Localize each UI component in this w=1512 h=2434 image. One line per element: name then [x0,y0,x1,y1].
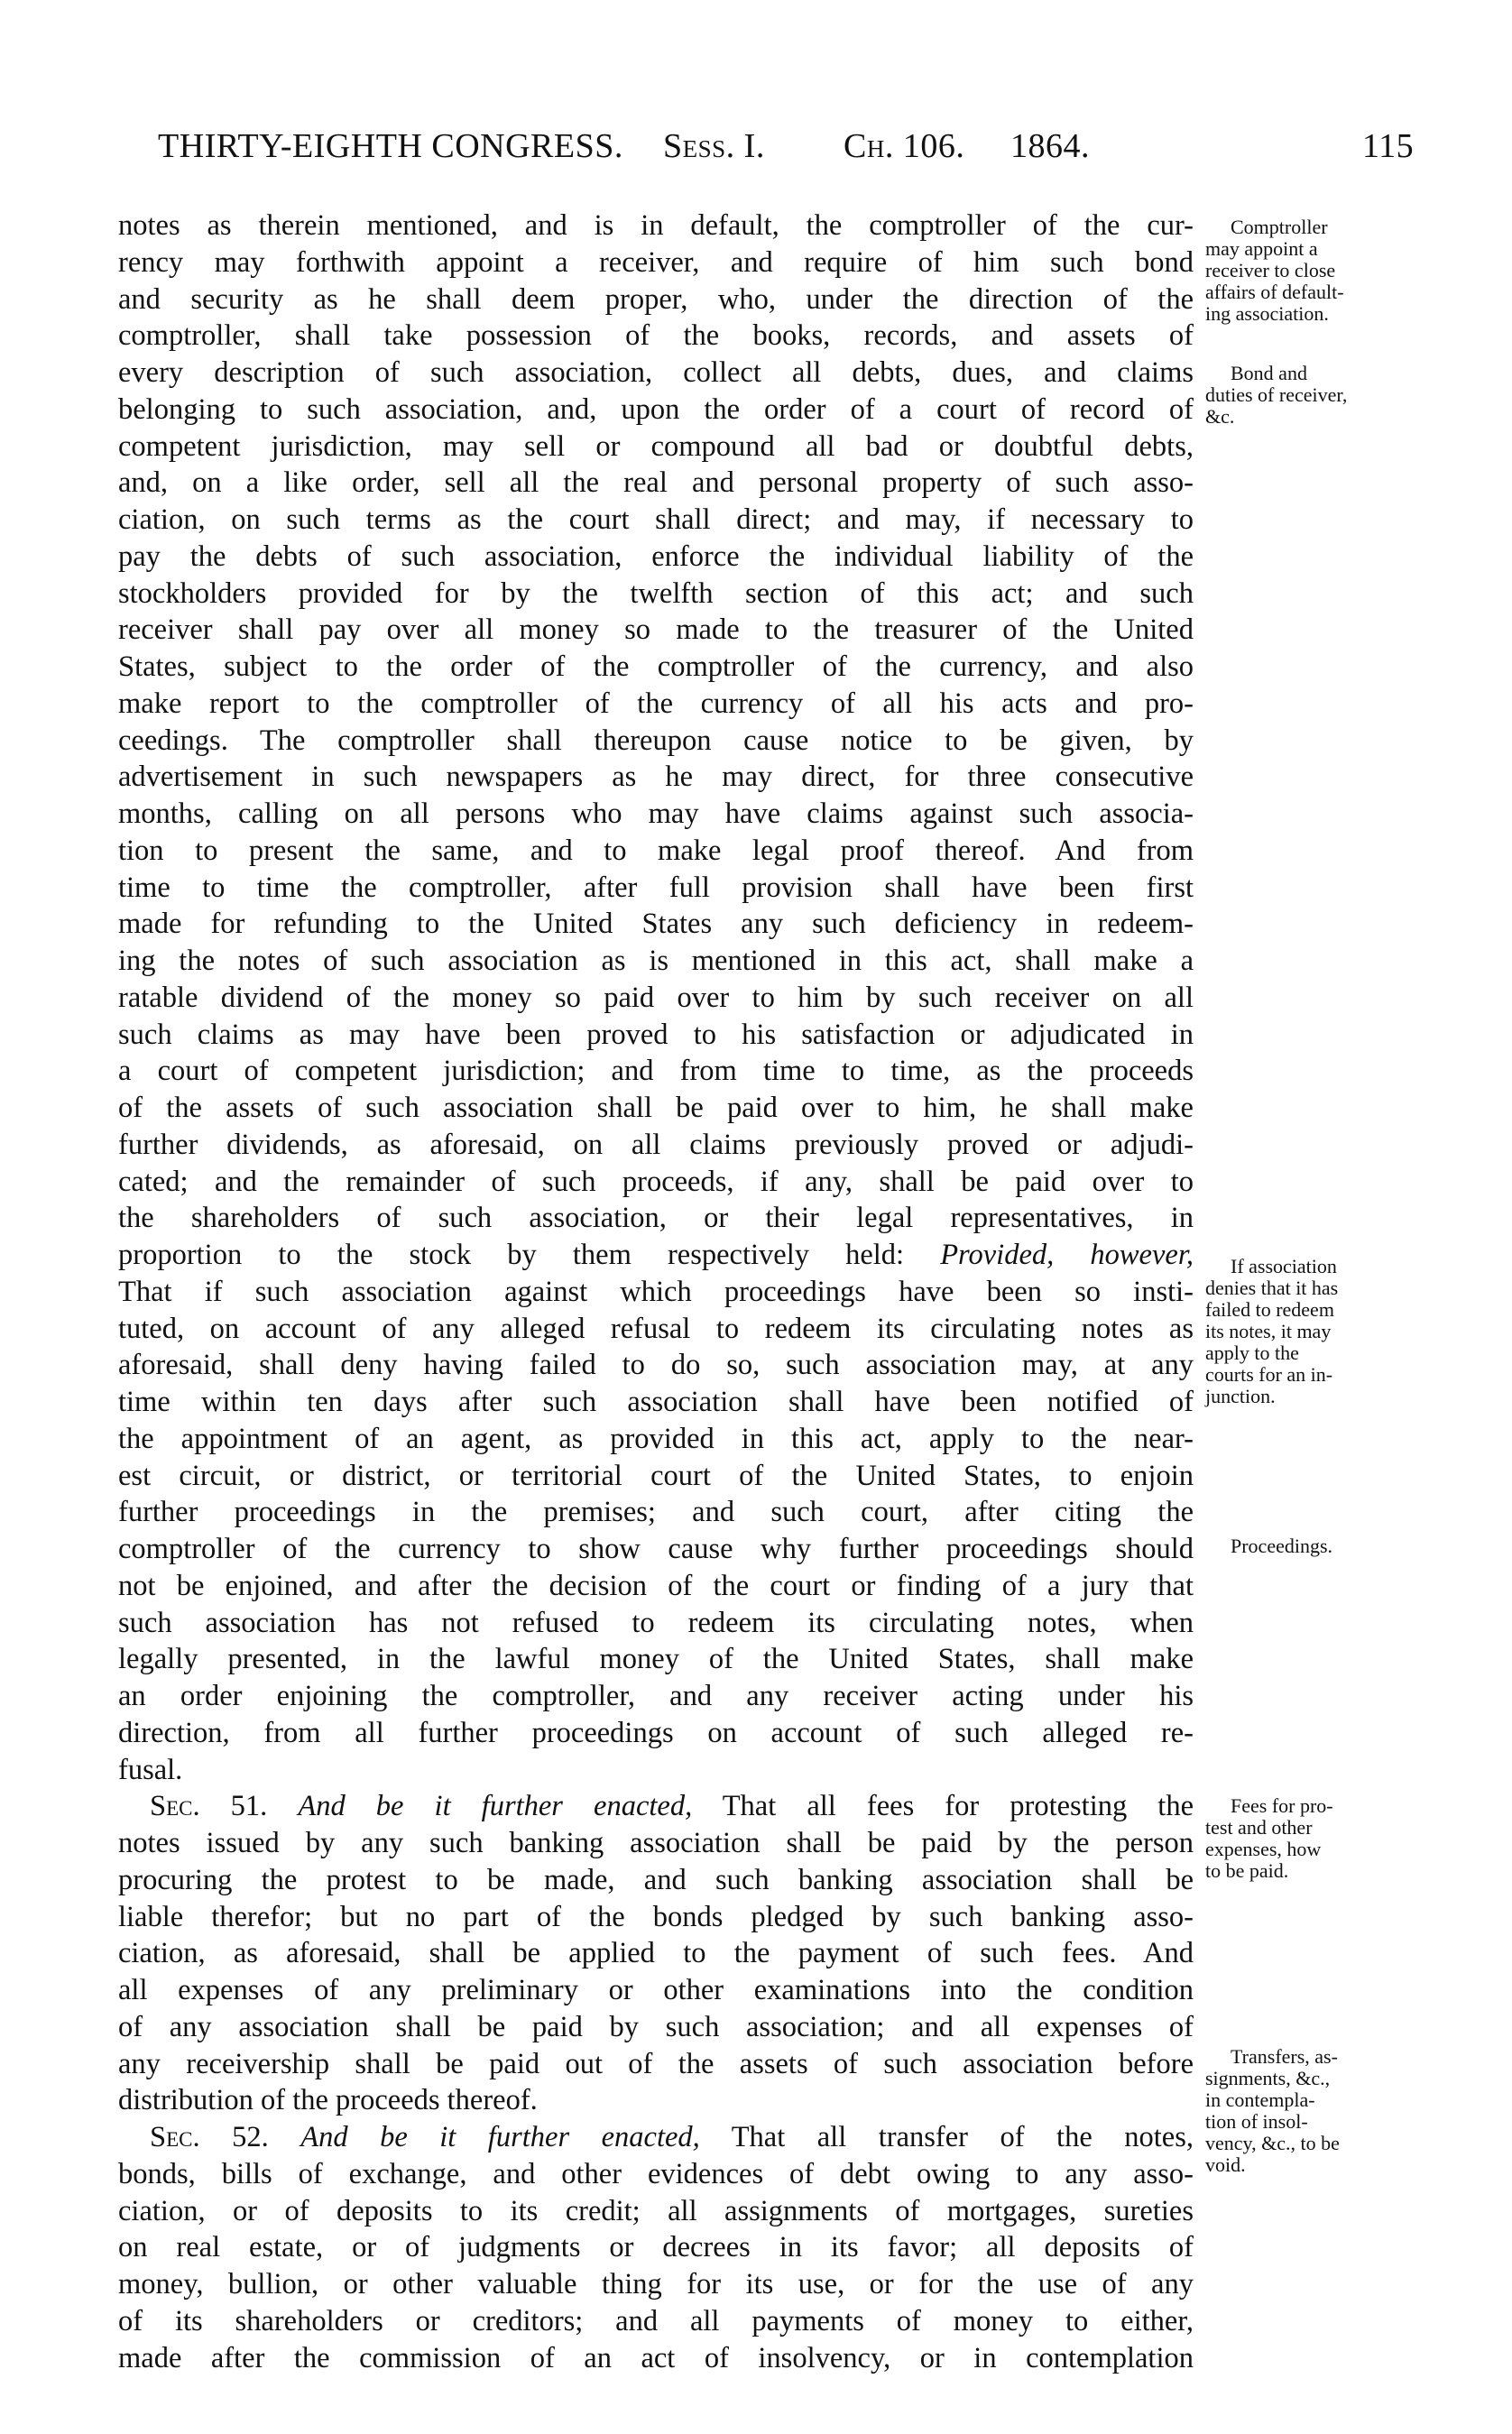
text-line: tuted, on account of any alleged refusal to redeem its circulating notes as [118,1312,1194,1345]
text-line: notes issued by any such banking association shall be paid by the person [118,1827,1194,1859]
text-line [118,1788,1194,1825]
text-line [118,1237,1194,1274]
margin-note-line: failed to redeem [1205,1298,1334,1321]
text-segment: proportion to the stock by them respectively held: [118,1239,941,1271]
page-number: 115 [1362,127,1415,165]
text-line: That if such association against which proceedings have been so insti- [118,1275,1194,1308]
margin-note-line: tion of insol- [1205,2110,1308,2133]
text-line: ratable dividend of the money so paid over to him by such receiver on all [118,981,1194,1014]
text-line: cated; and the remainder of such proceeds, if any, shall be paid over to [118,1165,1194,1198]
text-segment: That all transfer of the notes, [699,2121,1194,2153]
text-line: receiver shall pay over all money so made to the treasurer of the United [118,613,1194,647]
section-number: Sec. 51. [150,1790,299,1823]
body-text [118,207,1194,2376]
text-line: time within ten days after such association shall have been notified of [118,1386,1194,1418]
text-line: competent jurisdiction, may sell or compound all bad or doubtful debts, [118,429,1194,463]
margin-note-line: to be paid. [1205,1859,1289,1882]
text-line: money, bullion, or other valuable thing for its use, or for the use of any [118,2268,1194,2300]
italic-phrase: Provided, however, [940,1239,1194,1271]
margin-note-injunction [1205,1256,1422,1407]
margin-note-line: Comptroller [1231,216,1328,238]
italic-phrase: And be it further enacted, [300,2121,700,2153]
margin-note-line: its notes, it may [1205,1320,1332,1342]
margin-note-line: in contempla- [1205,2088,1315,2111]
text-line: comptroller, shall take possession of the books, records, and assets of [118,319,1194,353]
margin-note-line: apply to the [1205,1341,1299,1364]
margin-note-line: signments, &c., [1205,2067,1331,2089]
margin-note-comptroller-receiver [1205,217,1422,325]
text-line: the appointment of an agent, as provided in this act, apply to the near- [118,1422,1194,1455]
text-line: est circuit, or district, or territorial court of the United States, to enjoin [118,1459,1194,1492]
header-year: 1864. [1010,127,1090,165]
text-line: all expenses of any preliminary or other examinations into the condition [118,1974,1194,2006]
text-line: of its shareholders or creditors; and all payments of money to either, [118,2304,1194,2337]
text-line: direction, from all further proceedings on account of such alleged re- [118,1716,1194,1749]
section-number: Sec. 52. [150,2121,301,2153]
text-line: on real estate, or of judgments or decrees in its favor; all deposits of [118,2231,1194,2264]
text-line: ciation, or of deposits to its credit; all assignments of mortgages, sureties [118,2194,1194,2227]
text-line: not be enjoined, and after the decision of the court or finding of a jury that [118,1569,1194,1602]
text-line: liable therefor; but no part of the bonds pledged by such banking asso- [118,1900,1194,1933]
margin-note-line: receiver to close [1205,259,1336,281]
margin-note-line: If association [1231,1255,1337,1277]
header-chapter: Ch. 106. [844,127,965,165]
text-line: ciation, as aforesaid, shall be applied to the payment of such fees. And [118,1937,1194,1970]
text-line: and, on a like order, sell all the real and personal property of such asso- [118,466,1194,500]
text-line: a court of competent jurisdiction; and from time to time, as the proceeds [118,1055,1194,1088]
text-line: further dividends, as aforesaid, on all claims previously proved or adjudi- [118,1128,1194,1161]
text-line: fusal. [118,1753,183,1786]
margin-note-line: expenses, how [1205,1838,1322,1860]
text-line: legally presented, in the lawful money of the United States, shall make [118,1643,1194,1676]
text-line: procuring the protest to be made, and such banking association shall be [118,1863,1194,1896]
margin-note-line: may appoint a [1205,237,1318,260]
text-line [118,2119,1194,2156]
text-line: bonds, bills of exchange, and other evidences of debt owing to any asso- [118,2157,1194,2190]
text-line: such claims as may have been proved to his satisfaction or adjudicated in [118,1018,1194,1051]
text-line: further proceedings in the premises; and such court, after citing the [118,1496,1194,1529]
text-line: made for refunding to the United States any such deficiency in redeem- [118,908,1194,941]
text-line: ceedings. The comptroller shall thereupon cause notice to be given, by [118,724,1194,757]
text-segment: That all fees for protesting the [692,1790,1194,1823]
text-line: time to time the comptroller, after full provision shall have been first [118,871,1194,904]
text-line: rency may forthwith appoint a receiver, and require of him such bond [118,245,1194,279]
margin-note-line: courts for an in- [1205,1363,1333,1386]
margin-note-line: Bond and [1231,362,1307,384]
margin-note-line: affairs of default- [1205,281,1344,303]
text-line: distribution of the proceeds thereof. [118,2084,538,2117]
margin-note-line: duties of receiver, [1205,383,1348,406]
text-line: pay the debts of such association, enforce the individual liability of the [118,539,1194,573]
margin-note-line: Proceedings. [1231,1535,1333,1557]
text-line: and security as he shall deem proper, who, under the direction of the [118,282,1194,316]
text-line: advertisement in such newspapers as he may direct, for three consecutive [118,761,1194,794]
margin-note-line: test and other [1205,1816,1313,1839]
text-line: made after the commission of an act of insolvency, or in contemplation [118,2341,1194,2374]
header-title: THIRTY-EIGHTH CONGRESS. [158,127,623,165]
margin-note-bond-duties [1205,363,1422,428]
text-line: ciation, on such terms as the court shall direct; and may, if necessary to [118,503,1194,536]
margin-note-line: Fees for pro- [1231,1794,1333,1817]
text-line: ing the notes of such association as is mentioned in this act, shall make a [118,945,1194,977]
text-line: an order enjoining the comptroller, and any receiver acting under his [118,1680,1194,1712]
margin-note-transfers [1205,2046,1422,2176]
text-line: tion to present the same, and to make legal proof thereof. And from [118,834,1194,867]
margin-note-line: &c. [1205,405,1235,428]
text-line: every description of such association, collect all debts, dues, and claims [118,356,1194,389]
text-line: notes as therein mentioned, and is in default, the comptroller of the cur- [118,209,1194,242]
text-line: aforesaid, shall deny having failed to do so, such association may, at any [118,1349,1194,1382]
margin-note-line: vency, &c., to be [1205,2132,1340,2154]
margin-note-line: ing association. [1205,302,1329,325]
margin-note-line: Transfers, as- [1231,2045,1338,2068]
margin-note-line: denies that it has [1205,1277,1339,1299]
text-line: the shareholders of such association, or their legal representatives, in [118,1202,1194,1235]
margin-note-line: void. [1205,2153,1246,2176]
margin-note-fees [1205,1795,1422,1882]
text-line: belonging to such association, and, upon the order of a court of record of [118,392,1194,426]
text-line: of any association shall be paid by such association; and all expenses of [118,2010,1194,2043]
margin-note-proceedings [1205,1535,1422,1557]
margin-note-line: junction. [1205,1385,1276,1407]
text-line: comptroller of the currency to show cause why further proceedings should [118,1533,1194,1565]
text-line: make report to the comptroller of the currency of all his acts and pro- [118,687,1194,720]
header-session: Sess. I. [663,127,765,165]
text-line: such association has not refused to redeem its circulating notes, when [118,1606,1194,1639]
italic-phrase: And be it further enacted, [298,1790,693,1823]
text-line: States, subject to the order of the comptroller of the currency, and also [118,650,1194,683]
text-line: of the assets of such association shall be paid over to him, he shall make [118,1092,1194,1124]
running-header [158,126,1415,173]
text-line: stockholders provided for by the twelfth section of this act; and such [118,576,1194,610]
text-line: any receivership shall be paid out of the assets of such association before [118,2047,1194,2080]
text-line: months, calling on all persons who may have claims against such associa- [118,798,1194,830]
